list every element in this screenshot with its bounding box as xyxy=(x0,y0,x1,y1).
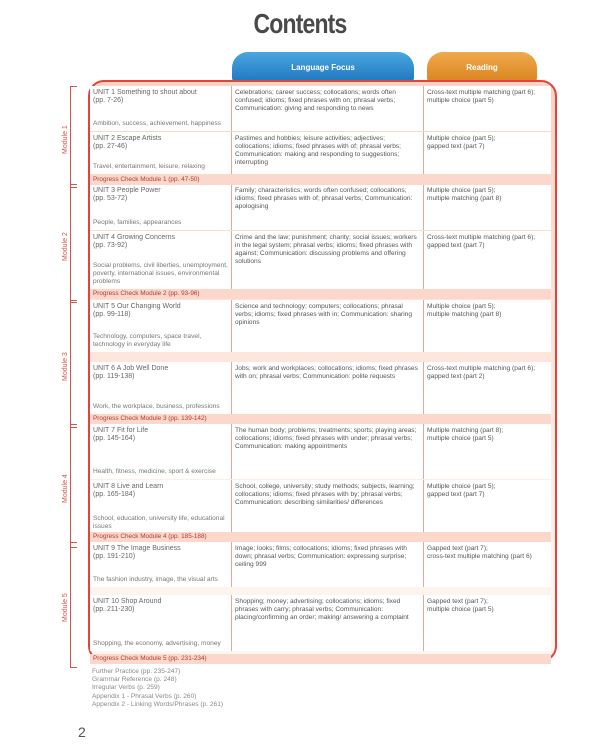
language-focus-cell: Celebrations; career success; collocations; words often confused; idioms; fixed phrases with on; phrasal verbs; Communication: giving and responding to news xyxy=(232,86,424,131)
reading-cell: Gapped text (part 7); multiple choice (part 5) xyxy=(427,598,494,613)
reading-header: Reading xyxy=(427,52,537,82)
back-matter-list xyxy=(92,668,223,709)
unit-row xyxy=(90,542,551,587)
back-matter-item: Appendix 1 - Phrasal Verbs (p. 260) xyxy=(92,692,197,700)
module-bracket xyxy=(70,300,77,428)
back-matter-item: Appendix 2 - Linking Words/Phrases (p. 261) xyxy=(92,700,224,708)
unit-topics: People, families, appearances xyxy=(93,219,182,226)
module-label: Module 2 xyxy=(62,231,69,261)
unit-title: UNIT 7 Fit for Life (pp. 145-164) xyxy=(93,427,149,442)
module-bracket xyxy=(70,86,77,188)
module-bracket xyxy=(70,542,77,668)
unit-row xyxy=(90,424,551,479)
unit-title: UNIT 6 A Job Well Done (pp. 119-138) xyxy=(93,365,169,380)
language-focus-header: Language Focus xyxy=(232,52,414,82)
unit-topics: Shopping, the economy, advertising, money xyxy=(93,640,221,647)
progress-check-row: Progress Check Module 1 (pp. 47-50) xyxy=(90,175,551,185)
reading-cell: Cross-text multiple matching (part 6); multiple choice (part 5) xyxy=(427,89,536,104)
unit-topics: School, education, university life, educational issues xyxy=(93,515,225,530)
language-focus-cell: The human body; problems; treatments; sports; playing areas; collocations; idioms; fixed phrases with under; phrasal verbs; Communication: making appointments xyxy=(232,424,424,479)
unit-row xyxy=(90,595,551,651)
language-focus-cell: Shopping; money; advertising; collocations; idioms; fixed phrases with carry; phrasal verbs; Communication: placing/confirming an order; making/ answering a complaint xyxy=(232,595,424,651)
page-number: 2 xyxy=(78,724,86,740)
reading-cell: Multiple choice (part 5); gapped text (part 7) xyxy=(427,483,496,498)
reading-cell: Multiple choice (part 5); gapped text (part 7) xyxy=(427,135,496,150)
unit-cell xyxy=(90,132,232,174)
unit-row xyxy=(90,231,551,289)
unit-row xyxy=(90,362,551,414)
unit-title: UNIT 2 Escape Artists (pp. 27-46) xyxy=(93,135,162,150)
module-bracket xyxy=(70,184,77,303)
module-label: Module 3 xyxy=(62,352,69,381)
unit-cell xyxy=(90,184,232,230)
page-title: Contents xyxy=(253,8,347,39)
unit-row xyxy=(90,480,551,534)
unit-cell xyxy=(90,480,232,534)
back-matter-item: Further Practice (pp. 235-247) xyxy=(92,668,181,675)
back-matter-item: Grammar Reference (p. 248) xyxy=(92,676,177,684)
unit-cell xyxy=(90,231,232,289)
progress-check-row: Progress Check Module 3 (pp. 139-142) xyxy=(90,414,551,424)
unit-cell xyxy=(90,300,232,352)
module-label: Module 4 xyxy=(62,474,69,503)
language-focus-cell: Science and technology; computers; collocations; phrasal verbs; idioms; fixed phrases with in; Communication: sharing opinions xyxy=(232,300,424,352)
unit-topics: Technology, computers, space travel, technology in everyday life xyxy=(93,333,202,348)
unit-title: UNIT 5 Our Changing World (pp. 99-118) xyxy=(93,303,181,318)
unit-topics: Social problems, civil liberties, unemployment, poverty, international issues, environmental problems xyxy=(93,262,228,285)
reading-cell: Multiple choice (part 5); multiple matching (part 8) xyxy=(427,187,502,202)
unit-cell xyxy=(90,86,232,131)
module-bracket xyxy=(70,424,77,548)
unit-row xyxy=(90,86,551,131)
progress-check-row: Progress Check Module 5 (pp. 231-234) xyxy=(90,654,551,664)
language-focus-cell: Crime and the law; punishment; charity; social issues; workers in the legal system; phrasal verbs; idioms; fixed phrases with against; Communication: discussing problems and offering solutions xyxy=(232,231,424,289)
unit-topics: Ambition, success, achievement, happiness xyxy=(93,120,221,127)
unit-cell xyxy=(90,362,232,414)
unit-row xyxy=(90,132,551,174)
language-focus-cell: Jobs; work and workplaces; collocations; idioms; fixed phrases with on; phrasal verbs; Communication: polite requests xyxy=(232,362,424,414)
language-focus-cell: Pastimes and hobbies; leisure activities; adjectives; collocations; idioms; fixed phrases with of; phrasal verbs; Communication: making and responding to suggestions; interrupting xyxy=(232,132,424,174)
reading-cell: Multiple choice (part 5); multiple matching (part 8) xyxy=(427,303,502,318)
progress-check-row: Progress Check Module 4 (pp. 185-188) xyxy=(90,532,551,542)
back-matter-item: Irregular Verbs (p. 259) xyxy=(92,684,160,692)
unit-topics: Work, the workplace, business, professions xyxy=(93,403,220,410)
language-focus-cell: Family; characteristics; words often confused; collocations; idioms; fixed phrases with of; phrasal verbs; Communication: apologising xyxy=(232,184,424,230)
progress-check-row: Progress Check Module 2 (pp. 93-96) xyxy=(90,289,551,299)
unit-title: UNIT 1 Something to shout about (pp. 7-26) xyxy=(93,89,197,104)
unit-cell xyxy=(90,424,232,479)
module-label: Module 1 xyxy=(62,125,69,154)
unit-cell xyxy=(90,542,232,587)
unit-title: UNIT 4 Growing Concerns (pp. 73-92) xyxy=(93,234,175,249)
unit-title: UNIT 8 Live and Learn (pp. 165-184) xyxy=(93,483,164,498)
unit-title: UNIT 9 The Image Business (pp. 191-210) xyxy=(93,545,181,560)
unit-row xyxy=(90,184,551,230)
unit-title: UNIT 3 People Power (pp. 53-72) xyxy=(93,187,161,202)
unit-topics: Travel, entertainment, leisure, relaxing xyxy=(93,163,205,170)
unit-topics: Health, fitness, medicine, sport & exercise xyxy=(93,468,216,475)
unit-cell xyxy=(90,595,232,651)
language-focus-cell: School, college, university; study methods; subjects, learning; collocations; idioms; fixed phrases with by; phrasal verbs; Communication: describing similarities/ differences xyxy=(232,480,424,534)
reading-cell: Multiple matching (part 8); multiple choice (part 5) xyxy=(427,427,504,442)
unit-title: UNIT 10 Shop Around (pp. 211-230) xyxy=(93,598,162,613)
language-focus-cell: Image; looks; films; collocations; idioms; fixed phrases with down; phrasal verbs; Communication: expressing surprise; ceiling 999 xyxy=(232,542,424,587)
unit-row xyxy=(90,300,551,352)
reading-cell: Cross-text multiple matching (part 6); gapped text (part 2) xyxy=(427,365,536,380)
module-label: Module 5 xyxy=(62,593,69,622)
reading-cell: Cross-text multiple matching (part 6); gapped text (part 7) xyxy=(427,234,536,249)
unit-topics: The fashion industry, image, the visual arts xyxy=(93,576,218,583)
reading-cell: Gapped text (part 7); cross-text multiple matching (part 6) xyxy=(427,545,532,560)
